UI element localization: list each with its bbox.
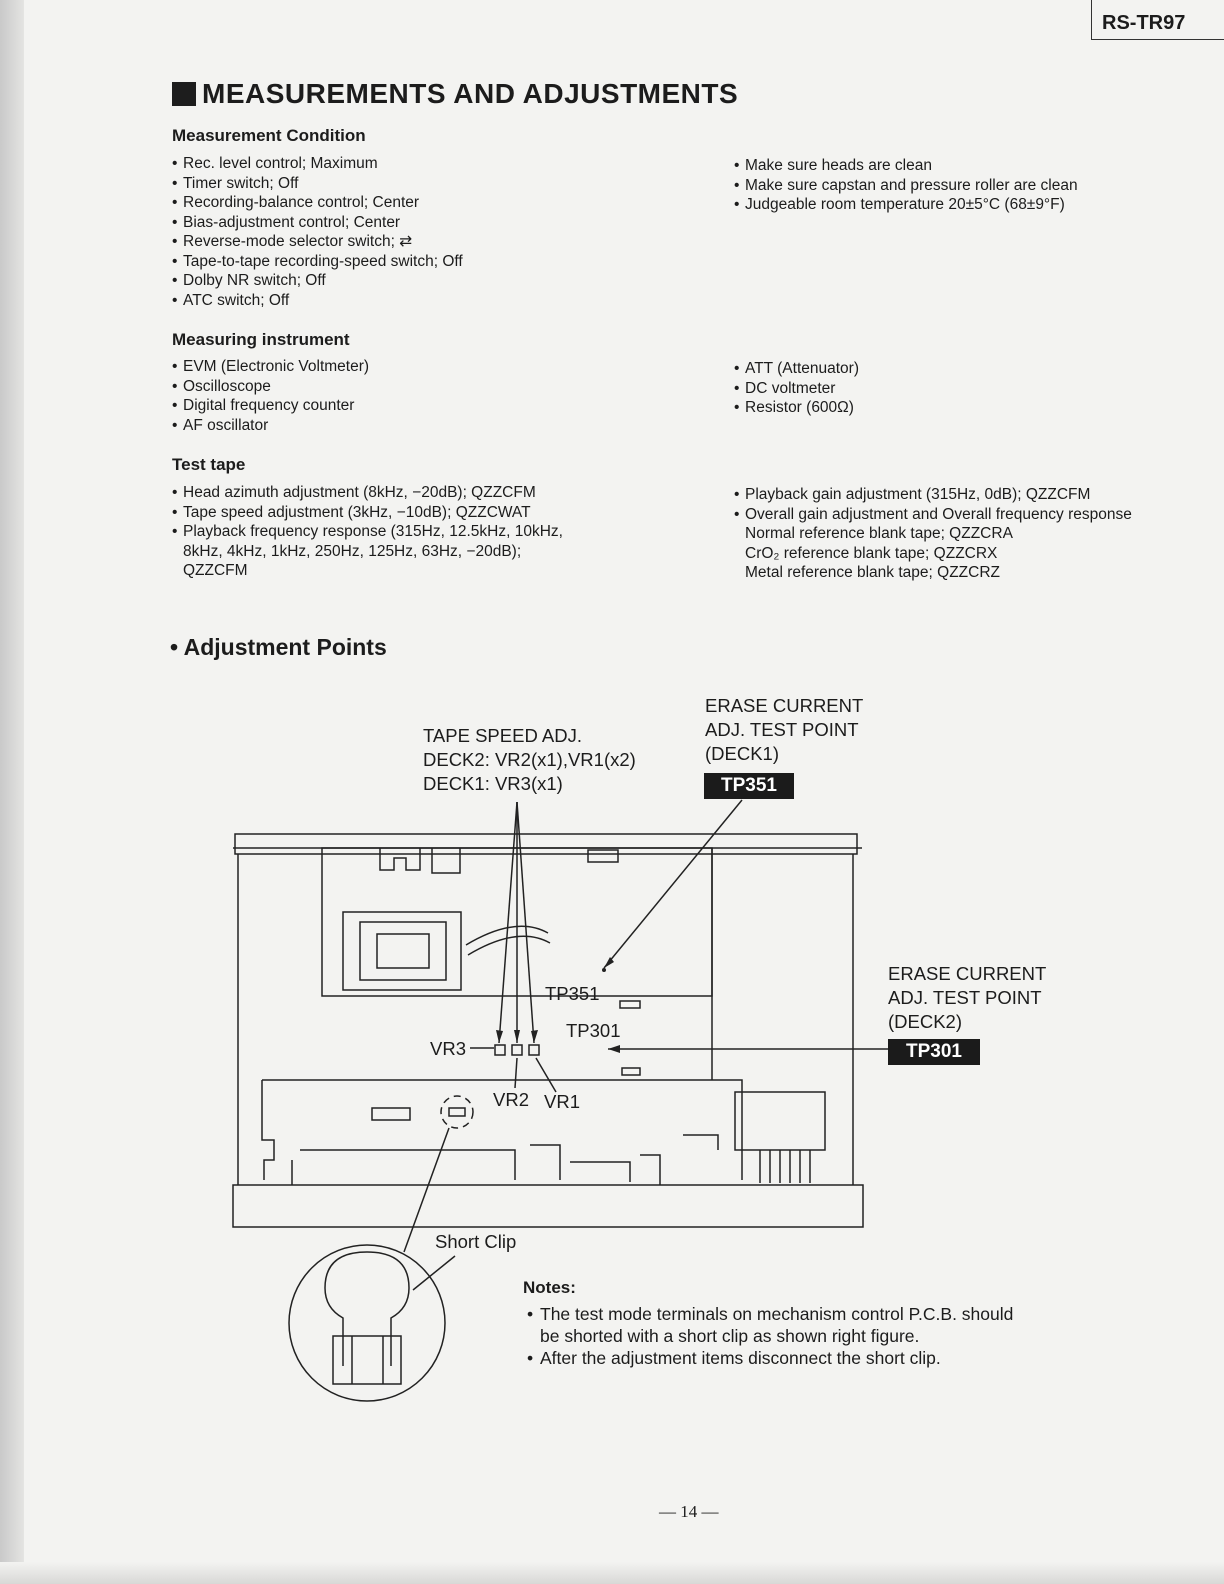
list-item-continuation: QZZCFM (183, 562, 248, 579)
magnifier-circle (289, 1245, 445, 1401)
erase-deck1-line1: ERASE CURRENT (705, 695, 864, 716)
notes-list (527, 1303, 1037, 1369)
measuring-instrument-heading: Measuring instrument (172, 330, 350, 349)
list-item: • Make sure heads are clean (734, 156, 1194, 176)
right-terminals (683, 1135, 810, 1183)
erase-deck2-label (888, 962, 1046, 1034)
transformer-inner (360, 922, 446, 980)
vr1-label: VR1 (544, 1091, 580, 1112)
list-item: • ATC switch; Off (172, 291, 592, 311)
chassis-top-rail (235, 834, 857, 854)
erase-deck2-line2: ADJ. TEST POINT (888, 987, 1042, 1008)
list-item: • Reverse-mode selector switch; ⇄ (172, 232, 592, 252)
front-panel (233, 1185, 863, 1227)
short-clip-label: Short Clip (435, 1231, 517, 1252)
tape-speed-line3: DECK1: VR3(x1) (423, 773, 563, 794)
list-item: • After the adjustment items disconnect the short clip. (527, 1347, 1037, 1369)
short-clip-location (441, 1096, 473, 1128)
right-bracket (735, 1092, 825, 1150)
list-item: • AF oscillator (172, 416, 592, 436)
connector-top-1 (380, 848, 420, 870)
list-item: • ATT (Attenuator) (734, 359, 1154, 379)
tp351-dot (602, 968, 606, 972)
leader-vr3 (499, 802, 517, 1043)
transformer-core (377, 934, 429, 968)
leader-vr1 (517, 802, 534, 1043)
leader-vr2-label (515, 1058, 517, 1088)
list-item: • Digital frequency counter (172, 396, 592, 416)
list-item: • The test mode terminals on mechanism control P.C.B. should be shorted with a short clip as shown right figure. (527, 1303, 1037, 1347)
page-title-text: MEASUREMENTS AND ADJUSTMENTS (202, 78, 739, 109)
list-item: • Dolby NR switch; Off (172, 271, 592, 291)
vr2-label: VR2 (493, 1089, 529, 1110)
measurement-condition-heading: Measurement Condition (172, 126, 366, 145)
list-item: • Resistor (600Ω) (734, 398, 1154, 418)
arrowhead-tp301 (608, 1045, 620, 1053)
list-item: • DC voltmeter (734, 379, 1154, 399)
list-item: • Tape-to-tape recording-speed switch; Off (172, 252, 592, 272)
vr2-component (512, 1045, 522, 1055)
short-clip-terminal (449, 1108, 465, 1116)
list-item: • Rec. level control; Maximum (172, 154, 592, 174)
component-tp351 (620, 1001, 640, 1008)
short-clip-loop (325, 1252, 409, 1366)
list-item: • Playback frequency response (315Hz, 12.5kHz, 10kHz, (172, 522, 642, 542)
tape-speed-line2: DECK2: VR2(x1),VR1(x2) (423, 749, 636, 770)
tape-speed-label (423, 724, 636, 796)
tape-speed-line1: TAPE SPEED ADJ. (423, 725, 583, 746)
list-item-continuation: Metal reference blank tape; QZZCRZ (745, 564, 1000, 581)
tp301-box: TP301 (888, 1039, 980, 1065)
notes-heading: Notes: (523, 1278, 576, 1297)
arrowhead-vr1 (531, 1030, 538, 1043)
erase-deck1-line3: (DECK1) (705, 743, 780, 764)
vr1-component (529, 1045, 539, 1055)
list-item: • Playback gain adjustment (315Hz, 0dB); QZZCFM (734, 485, 1204, 505)
tp301-board-label: TP301 (566, 1020, 621, 1041)
mechanism-details (292, 1145, 660, 1185)
vr3-component (495, 1045, 505, 1055)
erase-deck1-line2: ADJ. TEST POINT (705, 719, 859, 740)
arrowhead-vr3 (496, 1030, 503, 1043)
list-item: • Judgeable room temperature 20±5°C (68±9°F) (734, 195, 1194, 215)
connector-top-3 (588, 850, 618, 862)
erase-deck2-line1: ERASE CURRENT (888, 963, 1047, 984)
list-item: • Bias-adjustment control; Center (172, 213, 592, 233)
arrowhead-vr2 (514, 1030, 520, 1043)
leader-short-clip-label (413, 1256, 455, 1290)
list-item-continuation: CrO₂ reference blank tape; QZZCRX (745, 544, 998, 562)
erase-deck2-line3: (DECK2) (888, 1011, 963, 1032)
component-tp301 (622, 1068, 640, 1075)
vr3-label: VR3 (430, 1038, 466, 1059)
list-item: • Oscilloscope (172, 377, 592, 397)
tp351-board-label: TP351 (545, 983, 600, 1004)
list-item: • Timer switch; Off (172, 174, 592, 194)
list-item-continuation: Normal reference blank tape; QZZCRA (745, 525, 1013, 542)
connector-top-2 (432, 848, 460, 873)
model-number: RS-TR97 (1091, 0, 1224, 40)
list-item: • EVM (Electronic Voltmeter) (172, 357, 592, 377)
leader-vr1-label (536, 1058, 556, 1092)
adjustment-points-heading: • Adjustment Points (170, 634, 387, 660)
test-tape-heading: Test tape (172, 455, 246, 474)
list-item: • Make sure capstan and pressure roller are clean (734, 176, 1194, 196)
tp351-box: TP351 (704, 773, 794, 799)
list-item: • Recording-balance control; Center (172, 193, 592, 213)
mechanism-connector (372, 1108, 410, 1120)
list-item: • Tape speed adjustment (3kHz, −10dB); QZZCWAT (172, 503, 642, 523)
list-item: • Head azimuth adjustment (8kHz, −20dB); QZZCFM (172, 483, 642, 503)
list-item: • Overall gain adjustment and Overall frequency response (734, 505, 1204, 525)
erase-deck1-label (705, 694, 863, 766)
leader-tp351 (604, 800, 742, 968)
page-number: — 14 — (659, 1502, 719, 1521)
list-item-continuation: 8kHz, 4kHz, 1kHz, 250Hz, 125Hz, 63Hz, −20dB); (183, 542, 522, 560)
